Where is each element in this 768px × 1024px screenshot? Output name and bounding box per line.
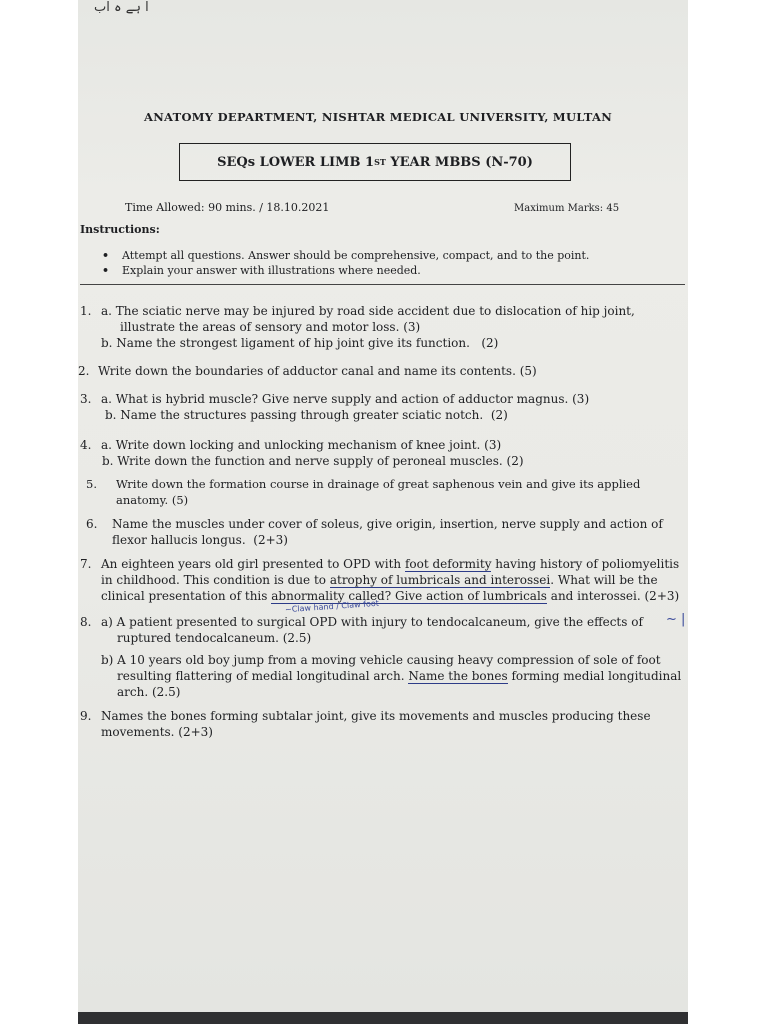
question-4b-line-1: b. Write down the function and nerve supply of peroneal muscles. (2) bbox=[102, 454, 524, 468]
maximum-marks: Maximum Marks: 45 bbox=[514, 203, 620, 214]
instructions-heading: Instructions: bbox=[80, 223, 160, 236]
question-5-line-1: Write down the formation course in drainage of great saphenous vein and give its applied bbox=[116, 477, 641, 491]
question-5 bbox=[86, 476, 686, 510]
question-7-line-2-a: in childhood. This condition is due to bbox=[101, 573, 330, 587]
question-number: 6. bbox=[86, 517, 98, 531]
question-8 bbox=[80, 614, 686, 702]
question-8a-line-1: a) A patient presented to surgical OPD with injury to tendocalcaneum, give the effects of bbox=[101, 615, 643, 629]
underlined-name-the-bones: Name the bones bbox=[408, 669, 508, 683]
question-number: 1. bbox=[80, 304, 92, 318]
question-8b-line-3: arch. (2.5) bbox=[117, 685, 181, 699]
question-number: 2. bbox=[78, 364, 90, 378]
question-7-line-3-c: and interossei. (2+3) bbox=[546, 589, 680, 603]
question-1b-line-1: b. Name the strongest ligament of hip joint give its function. (2) bbox=[101, 336, 499, 350]
question-8b-line-1: b) A 10 years old boy jump from a moving vehicle causing heavy compression of sole of foot bbox=[101, 653, 661, 667]
question-4a-line-1: a. Write down locking and unlocking mechanism of knee joint. (3) bbox=[101, 438, 502, 452]
question-6-line-1: Name the muscles under cover of soleus, give origin, insertion, nerve supply and action of bbox=[112, 517, 663, 531]
exam-paper bbox=[78, 0, 688, 1012]
question-2-line-1: Write down the boundaries of adductor canal and name its contents. (5) bbox=[98, 364, 537, 378]
time-allowed: Time Allowed: 90 mins. / 18.10.2021 bbox=[125, 201, 330, 214]
instruction-item: • Attempt all questions. Answer should be comprehensive, compact, and to the point. bbox=[100, 248, 589, 263]
question-2 bbox=[78, 363, 683, 381]
question-7-line-2-c: . What will be the bbox=[550, 573, 658, 587]
question-9-line-2: movements. (2+3) bbox=[101, 725, 213, 739]
question-3a-line-1: a. What is hybrid muscle? Give nerve supply and action of adductor magnus. (3) bbox=[101, 392, 590, 406]
underlined-abnormality: abnormality called? Give action of lumbricals bbox=[271, 589, 547, 603]
exam-title-sup: ST bbox=[374, 157, 386, 167]
question-8b-line-2-a: resulting flattering of medial longitudinal arch. bbox=[117, 669, 409, 683]
question-4 bbox=[80, 437, 685, 471]
question-8b-line-2-c: forming medial longitudinal bbox=[507, 669, 682, 683]
question-1a-line-2: illustrate the areas of sensory and motor loss. (3) bbox=[120, 320, 421, 334]
question-number: 7. bbox=[80, 557, 92, 571]
question-9-line-1: Names the bones forming subtalar joint, give its movements and muscles producing these bbox=[101, 709, 651, 723]
instruction-item: • Explain your answer with illustrations where needed. bbox=[100, 263, 589, 278]
question-7-line-1-c: having history of poliomyelitis bbox=[491, 557, 680, 571]
margin-mark: ~ | bbox=[666, 612, 686, 627]
question-7-line-1 bbox=[101, 556, 679, 572]
question-9 bbox=[80, 708, 686, 742]
handwritten-note: ~Claw hand / Claw foot bbox=[284, 598, 380, 615]
question-3b-line-1: b. Name the structures passing through greater sciatic notch. (2) bbox=[105, 408, 508, 422]
top-scribble: ا ہے ہ اب bbox=[94, 0, 149, 15]
question-7-line-3-a: clinical presentation of this bbox=[101, 589, 272, 603]
question-1a-line-1: a. The sciatic nerve may be injured by road side accident due to dislocation of hip joint, bbox=[101, 304, 635, 318]
question-1 bbox=[80, 303, 685, 355]
question-7-line-2 bbox=[101, 572, 658, 588]
desk-edge bbox=[78, 1012, 688, 1024]
question-3 bbox=[80, 391, 685, 425]
department-heading: ANATOMY DEPARTMENT, NISHTAR MEDICAL UNIVERSITY, MULTAN bbox=[143, 110, 613, 124]
question-7 bbox=[80, 556, 686, 608]
question-8a-line-2: ruptured tendocalcaneum. (2.5) bbox=[117, 631, 312, 645]
question-7-line-3 bbox=[101, 588, 679, 604]
underlined-atrophy: atrophy of lumbricals and interossei bbox=[329, 573, 551, 587]
question-number: 5. bbox=[86, 477, 97, 491]
exam-title-box bbox=[179, 143, 571, 181]
question-number: 8. bbox=[80, 615, 92, 629]
question-number: 4. bbox=[80, 438, 92, 452]
instructions-list bbox=[100, 248, 589, 278]
exam-title-post: YEAR MBBS (N-70) bbox=[385, 154, 533, 170]
question-8b-line-2 bbox=[117, 668, 681, 684]
question-6 bbox=[86, 516, 686, 550]
question-number: 3. bbox=[80, 392, 92, 406]
question-number: 9. bbox=[80, 709, 92, 723]
question-6-line-2: flexor hallucis longus. (2+3) bbox=[112, 533, 288, 547]
exam-title-pre: SEQs LOWER LIMB 1 bbox=[217, 154, 375, 170]
divider bbox=[80, 284, 685, 285]
question-7-line-1-a: An eighteen years old girl presented to OPD with bbox=[101, 557, 405, 571]
underlined-foot-deformity: foot deformity bbox=[404, 557, 492, 571]
question-5-line-2: anatomy. (5) bbox=[116, 493, 189, 507]
